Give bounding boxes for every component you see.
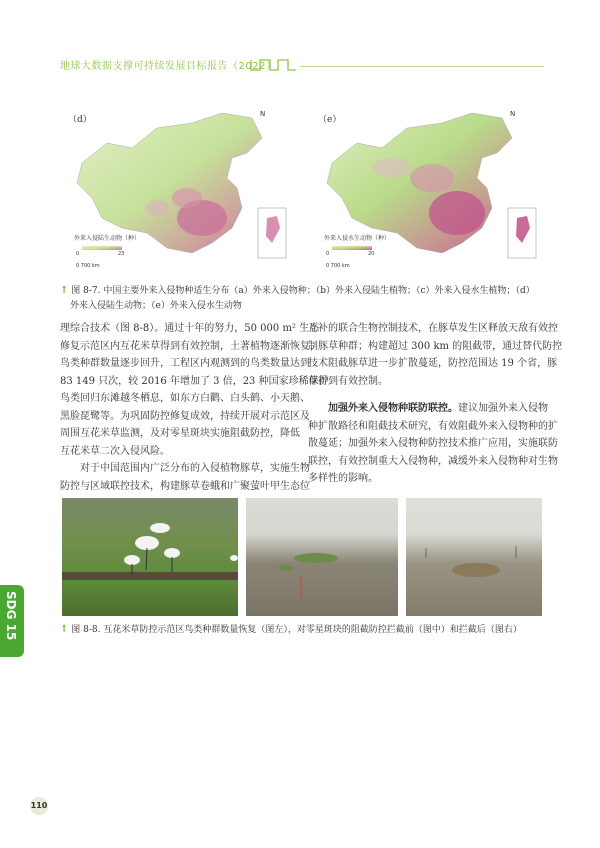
legend-high: 20 xyxy=(368,251,375,257)
header-decoration xyxy=(250,58,300,72)
paragraph-line: 种扩散路径和阻截技术研究，有效阻截外来入侵物种的扩 xyxy=(308,420,558,432)
paragraph-line: 鸟类回归东滩越冬栖息，如东方白鹳、白头鹤、小天鹅、 xyxy=(60,393,310,404)
china-map-e xyxy=(312,108,542,288)
egrets-photo-image xyxy=(62,498,238,616)
paragraph-line: 制豚草种群；构建超过 300 km 的阻截带，通过替代防控 xyxy=(308,340,563,352)
section-heading: 加强外来入侵物种联防联控。 xyxy=(328,403,458,414)
photo-after-interception xyxy=(406,498,542,616)
paragraph-line: 草得到有效控制。 xyxy=(308,375,388,387)
paragraph-line: 83 149 只次，较 2016 年增加了 3 倍，23 种国家珍稀保护 xyxy=(60,375,329,387)
legend-low: 0 xyxy=(326,251,330,257)
scale-bar: 0 700 km xyxy=(326,263,350,269)
paragraph-line: 黑脸琵鹭等。为巩固防控修复成效，持续开展对示范区及 xyxy=(60,410,310,422)
map-label: （e） xyxy=(318,115,342,125)
paragraph-line: 联控，有效控制重大入侵物种，减缓外来入侵物种对生物 xyxy=(308,455,558,467)
paragraph-line: 对于中国范围内广泛分布的入侵植物豚草，实施生物 xyxy=(80,463,310,474)
map-d xyxy=(62,108,292,288)
legend-low: 0 xyxy=(76,251,80,257)
up-arrow-icon: ↑ xyxy=(60,285,69,296)
right-column xyxy=(308,320,563,488)
photo-before-interception xyxy=(246,498,398,616)
legend-high: 23 xyxy=(118,251,125,257)
legend-title: 外来入侵陆生动物（种） xyxy=(74,235,141,242)
scale-bar: 0 700 km xyxy=(76,263,100,269)
paragraph-line: 技术阻截豚草进一步扩散蔓延，防控范围达 19 个省，豚 xyxy=(308,358,558,369)
figure-caption xyxy=(60,622,550,638)
sdg-tab-label: SDG 15 xyxy=(4,591,18,641)
left-column xyxy=(60,320,329,495)
map-e xyxy=(312,108,542,288)
paragraph-line xyxy=(308,400,546,418)
page-number: 110 xyxy=(30,797,48,815)
paragraph-line: 散蔓延；加强外来入侵物种防控技术推广应用，实施联防 xyxy=(308,438,558,449)
paragraph-line: 鸟类种群数量逐步回升，工程区内观测到的鸟类数量达到 xyxy=(60,358,310,369)
china-map-d xyxy=(62,108,292,288)
paragraph-line: 理综合技术（图 8-8）。通过十年的努力，50 000 m² 生态 xyxy=(60,323,320,334)
north-arrow-icon: N xyxy=(510,110,516,118)
caption-line: 外来入侵陆生动物；（e）外来入侵水生动物 xyxy=(70,301,242,311)
north-arrow-icon: N xyxy=(260,110,266,118)
caption-line: 图 8-8. 互花米草防控示范区鸟类种群数量恢复（图左），对零星斑块的阻截防控拦截前（图中）和拦截后（图右） xyxy=(71,625,522,635)
paragraph-line: 修复示范区内互花米草得到有效控制，土著植物逐渐恢复， xyxy=(60,340,320,352)
photo-egrets xyxy=(62,498,238,616)
map-label: （d） xyxy=(68,115,92,125)
caption-line: 图 8-7. 中国主要外来入侵物种适生分布（a）外来入侵物种；（b）外来入侵陆生植物；（c）外来入侵水生植物；（d） xyxy=(71,286,535,296)
mudflat-photo-image xyxy=(406,498,542,616)
paragraph-line: 多样性的影响。 xyxy=(308,473,378,484)
sdg-side-tab xyxy=(0,585,24,657)
header-rule xyxy=(300,66,544,67)
paragraph-line: 互补的联合生物控制技术，在豚草发生区释放天敌有效控 xyxy=(308,323,558,334)
mudflat-photo-image xyxy=(246,498,398,616)
paragraph-line: 互花米草二次入侵风险。 xyxy=(60,445,170,457)
paragraph-line: 周围互花米草监测，及对零星斑块实施阻截防控，降低 xyxy=(60,428,300,439)
running-header: 地球大数据支撑可持续发展目标报告（2022） xyxy=(60,61,277,72)
figure-caption xyxy=(60,283,550,314)
legend-title: 外来入侵水生动物（种） xyxy=(324,235,391,242)
paragraph-line: 防控与区域联控技术，构建豚草卷蛾和广聚萤叶甲生态位 xyxy=(60,480,310,492)
up-arrow-icon: ↑ xyxy=(60,624,69,635)
paragraph-text: 建议加强外来入侵物 xyxy=(458,403,548,414)
